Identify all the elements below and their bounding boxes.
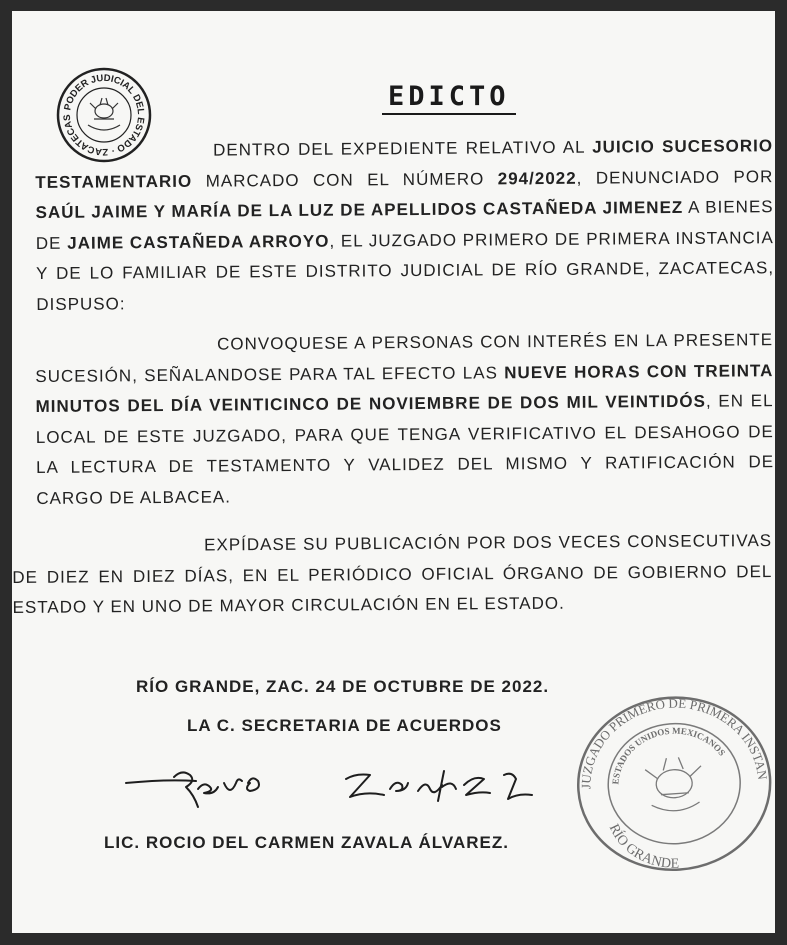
p1-bold-trial-type: JUICIO SUCESORIO TESTAMENTARIO [35,136,774,192]
paragraph-publication [12,526,773,623]
stamp-inner-text: ESTADOS UNIDOS MEXICANOS [610,725,728,785]
stamp-outer-text: JUZGADO PRIMERO DE PRIMERA INSTANCIA [578,695,771,790]
p1-text-1: DENTRO DEL EXPEDIENTE RELATIVO AL [213,137,593,160]
p2-text-1: CONVOQUESE A PERSONAS CON INTERÉS EN LA PRESENTE SUCESIÓN, SEÑALANDOSE PARA TAL EFECTO LAS [35,330,774,386]
stamp-bottom-text: RÍO GRANDE [605,821,680,872]
seal-top-text: PODER JUDICIAL DEL ESTADO · ZACATECAS [61,72,147,158]
p1-bold-deceased: JAIME CASTAÑEDA ARROYO [67,231,330,253]
paragraph-summons [35,325,774,514]
paragraph-case-details [35,131,774,320]
secretary-title: LA C. SECRETARIA DE ACUERDOS [187,716,502,735]
svg-text:RÍO GRANDE [605,818,680,876]
p2-bold-hearing-date: NUEVE HORAS CON TREINTA MINUTOS DEL DÍA VEINTICINCO DE NOVIEMBRE DE DOS MIL VEINTIDÓS [35,360,774,416]
p2-text-2: , EN EL LOCAL DE ESTE JUZGADO, PARA QUE TENGA VERIFICATIVO EL DESAHOGO DE LA LECTURA DE TESTAMENTO Y VALIDEZ DEL MISMO Y RATIFICACIÓN DE CARGO DE ALBACEA. [35,391,775,508]
p1-text-2: MARCADO CON EL NÚMERO [192,168,498,191]
p1-bold-case-number: 294/2022 [497,168,577,188]
court-stamp-icon [560,686,775,876]
p1-text-3: , DENUNCIADO POR [576,166,774,188]
document-title: EDICTO [382,81,516,115]
document-page [12,11,775,933]
svg-text:ESTADOS UNIDOS MEXICANOS [607,722,729,786]
handwritten-signature [124,749,564,819]
p1-text-4: A BIENES DE [35,197,774,253]
place-and-date: RÍO GRANDE, ZAC. 24 DE OCTUBRE DE 2022. [136,677,550,696]
signer-name: LIC. ROCIO DEL CARMEN ZAVALA ÁLVAREZ. [104,833,510,852]
p1-text-5: , EL JUZGADO PRIMERO DE PRIMERA INSTANCIA Y DE LO FAMILIAR DE ESTE DISTRITO JUDICIAL DE RÍO GRANDE, ZACATECAS, DISPUSO: [35,227,775,314]
p1-bold-claimants: SAÚL JAIME Y MARÍA DE LA LUZ DE APELLIDOS CASTAÑEDA JIMENEZ [35,197,684,222]
p3-text-1: EXPÍDASE SU PUBLICACIÓN POR DOS VECES CONSECUTIVAS DE DIEZ EN DIEZ DÍAS, EN EL PERIÓDICO OFICIAL ÓRGANO DE GOBIERNO DEL ESTADO Y EN UNO DE MAYOR CIRCULACIÓN EN EL ESTADO. [12,531,773,617]
